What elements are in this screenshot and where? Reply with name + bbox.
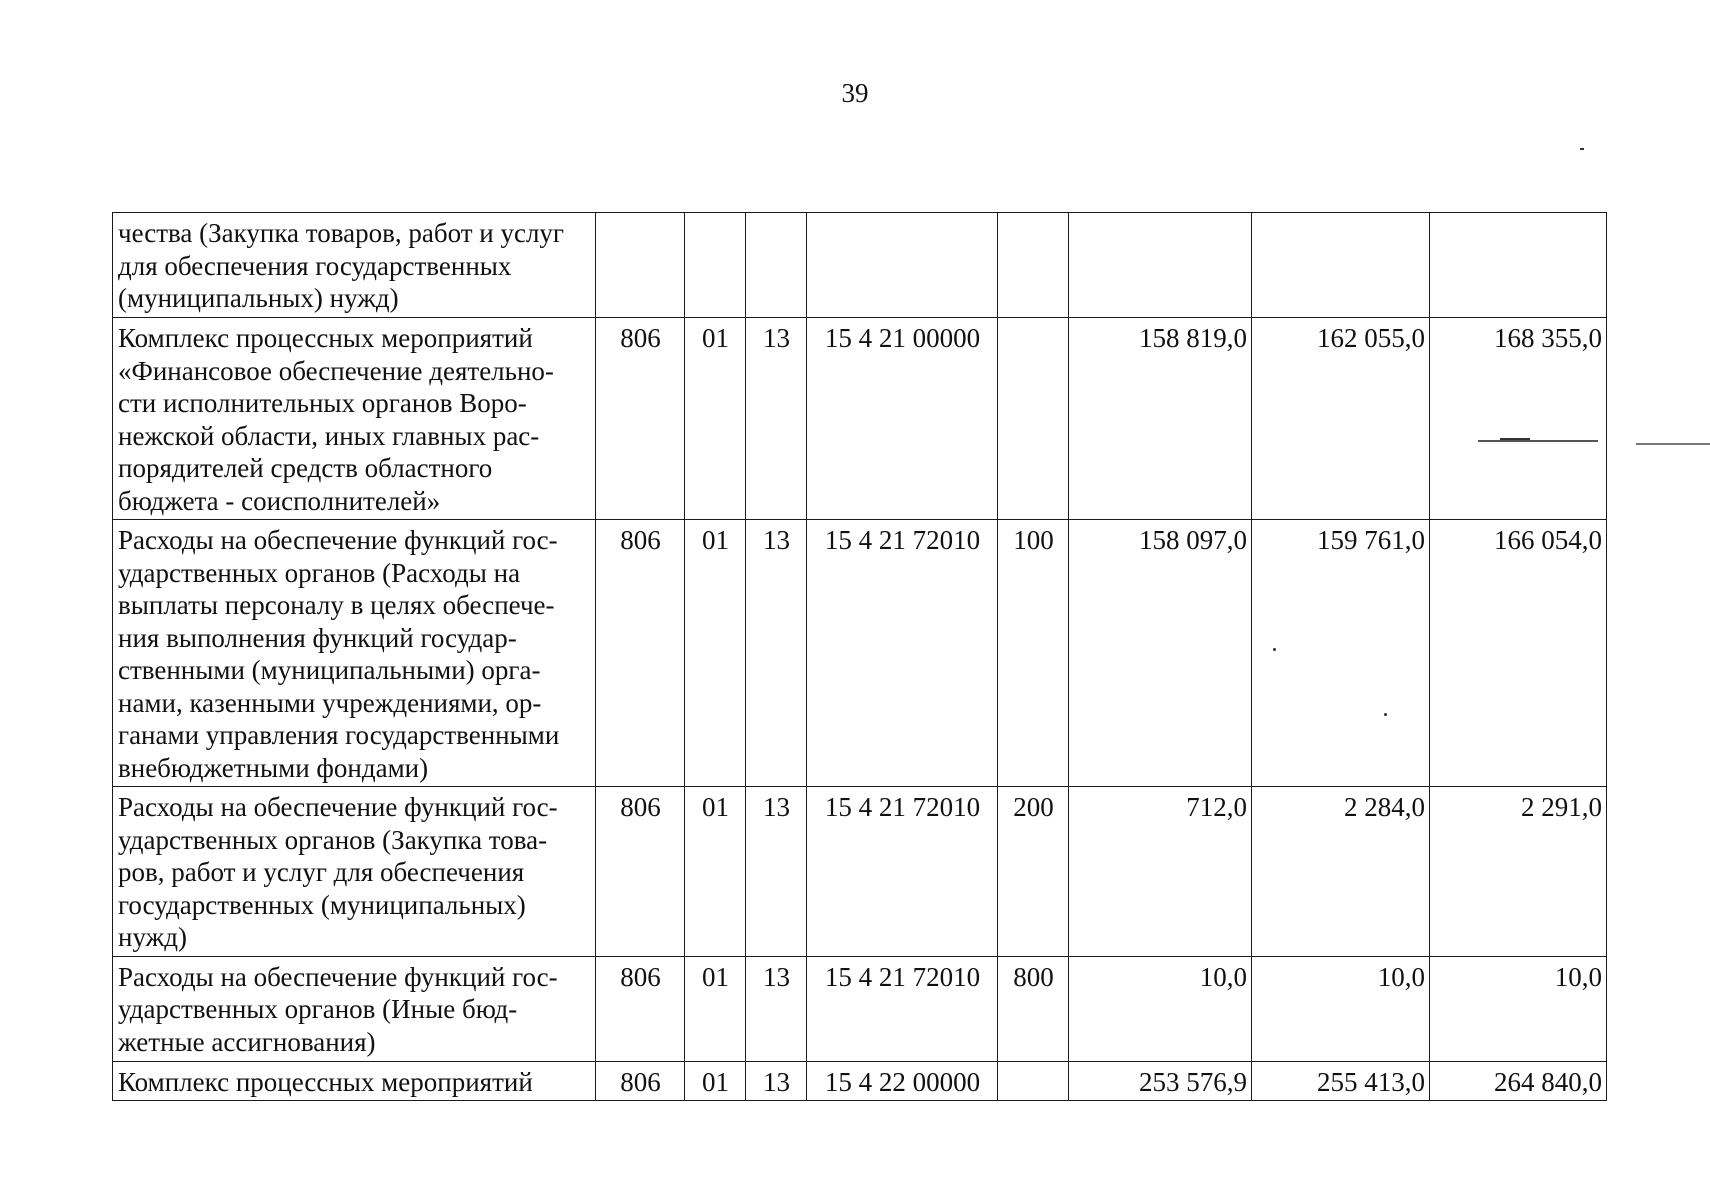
cell-vr: [998, 318, 1069, 520]
cell-pr: 13: [746, 1061, 807, 1101]
cell-name: Расходы на обеспечение функций гос- ударственных органов (Иные бюд- жетные ассигнования): [113, 956, 596, 1061]
cell-rz: 01: [685, 956, 746, 1061]
cell-sum-year3: 264 840,0: [1430, 1061, 1607, 1101]
cell-sum-year1: 158 819,0: [1069, 318, 1252, 520]
table-row: [113, 213, 1607, 318]
cell-csr: [807, 213, 998, 318]
cell-sum-year3: 168 355,0: [1430, 318, 1607, 520]
cell-vr: [998, 1061, 1069, 1101]
table-row: [113, 520, 1607, 787]
cell-sum-year3: 10,0: [1430, 956, 1607, 1061]
cell-name: Комплекс процессных мероприятий: [113, 1061, 596, 1101]
cell-sum-year3: 2 291,0: [1430, 787, 1607, 957]
cell-sum-year3: 166 054,0: [1430, 520, 1607, 787]
cell-csr: 15 4 21 72010: [807, 787, 998, 957]
cell-sum-year1: 253 576,9: [1069, 1061, 1252, 1101]
cell-sum-year2: 10,0: [1252, 956, 1430, 1061]
cell-sum-year2: 162 055,0: [1252, 318, 1430, 520]
cell-sum-year2: [1252, 213, 1430, 318]
cell-pr: 13: [746, 956, 807, 1061]
cell-csr: 15 4 21 72010: [807, 956, 998, 1061]
cell-name: Комплекс процессных мероприятий «Финансовое обеспечение деятельно- сти исполнительных органов Воро- нежской области, иных главных рас- порядителей средств областного бюджета - соисполнителей»: [113, 318, 596, 520]
cell-vr: 100: [998, 520, 1069, 787]
cell-sum-year1: 158 097,0: [1069, 520, 1252, 787]
scan-mark: [1478, 440, 1598, 442]
cell-pr: [746, 213, 807, 318]
cell-sum-year1: 10,0: [1069, 956, 1252, 1061]
budget-table: [112, 212, 1607, 1101]
cell-rz: 01: [685, 787, 746, 957]
cell-pr: 13: [746, 318, 807, 520]
cell-sum-year2: 159 761,0: [1252, 520, 1430, 787]
scan-mark: [1580, 148, 1584, 150]
cell-rz: 01: [685, 318, 746, 520]
cell-sum-year3: [1430, 213, 1607, 318]
cell-csr: 15 4 21 72010: [807, 520, 998, 787]
table-row: [113, 787, 1607, 957]
cell-pr: 13: [746, 787, 807, 957]
cell-csr: 15 4 22 00000: [807, 1061, 998, 1101]
cell-grbs: 806: [596, 1061, 685, 1101]
cell-sum-year2: 2 284,0: [1252, 787, 1430, 957]
cell-sum-year1: 712,0: [1069, 787, 1252, 957]
cell-grbs: 806: [596, 520, 685, 787]
table-row: [113, 956, 1607, 1061]
scan-mark: [1500, 438, 1530, 440]
cell-name: чества (Закупка товаров, работ и услуг для обеспечения государственных (муниципальных) нужд): [113, 213, 596, 318]
scan-mark: [1636, 443, 1710, 445]
cell-grbs: [596, 213, 685, 318]
cell-pr: 13: [746, 520, 807, 787]
cell-vr: [998, 213, 1069, 318]
cell-grbs: 806: [596, 318, 685, 520]
scan-mark: [1384, 713, 1387, 716]
scan-mark: [1273, 648, 1276, 651]
cell-vr: 800: [998, 956, 1069, 1061]
cell-sum-year1: [1069, 213, 1252, 318]
table-row: [113, 318, 1607, 520]
cell-csr: 15 4 21 00000: [807, 318, 998, 520]
cell-vr: 200: [998, 787, 1069, 957]
cell-grbs: 806: [596, 787, 685, 957]
cell-rz: 01: [685, 1061, 746, 1101]
page-number: 39: [841, 78, 869, 108]
cell-name: Расходы на обеспечение функций гос- ударственных органов (Расходы на выплаты персоналу в целях обеспече- ния выполнения функций государ- ственными (муниципальными) орга- нами, казенными учреждениями, ор- ганами управления государственными внебюджетными фондами): [113, 520, 596, 787]
cell-rz: 01: [685, 520, 746, 787]
cell-rz: [685, 213, 746, 318]
table-row: [113, 1061, 1607, 1101]
cell-grbs: 806: [596, 956, 685, 1061]
cell-sum-year2: 255 413,0: [1252, 1061, 1430, 1101]
cell-name: Расходы на обеспечение функций гос- ударственных органов (Закупка това- ров, работ и услуг для обеспечения государственных (муниципальных) нужд): [113, 787, 596, 957]
